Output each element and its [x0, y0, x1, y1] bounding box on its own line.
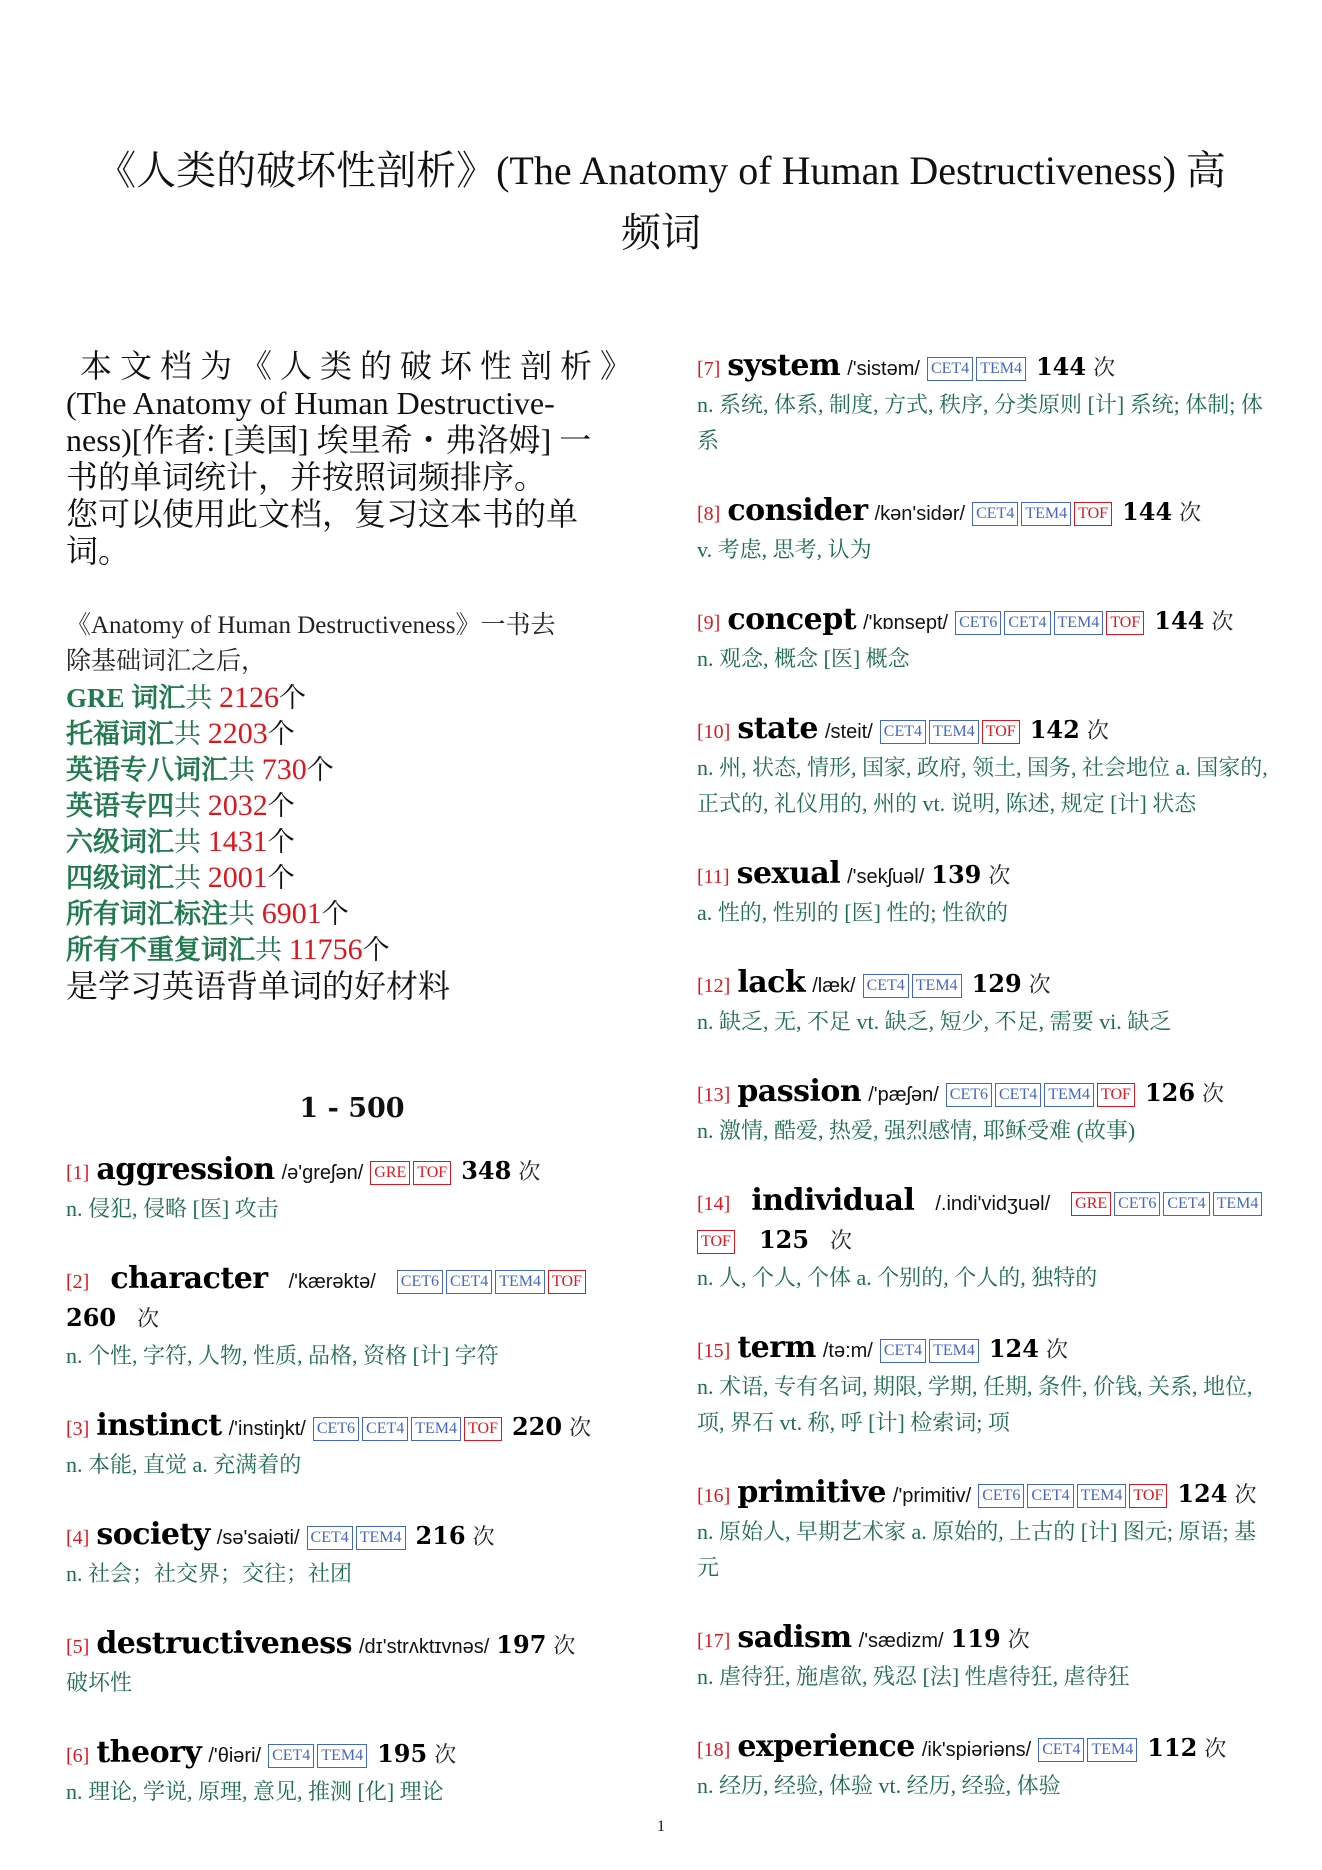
exam-tag-cet6: CET6: [397, 1270, 443, 1294]
summary-lead: 《Anatomy of Human Destructiveness》一书去: [66, 612, 556, 639]
entry-word: term: [737, 1330, 816, 1365]
stat-unit: 个: [279, 683, 307, 713]
intro-line: ness)[作者: [美国] 埃里希・弗洛姆] 一: [66, 422, 592, 458]
stat-unit: 个: [362, 935, 390, 965]
entry-index: [13]: [697, 1084, 731, 1106]
entry-index: [15]: [697, 1340, 731, 1362]
entry-head: [66, 1626, 638, 1665]
exam-tag-cet6: CET6: [313, 1417, 359, 1441]
exam-tag-gre: GRE: [1071, 1192, 1111, 1216]
entry-word: sexual: [736, 856, 841, 891]
entry-index: [9]: [697, 612, 721, 634]
entry-definition: n. 观念, 概念 [医] 概念: [697, 646, 910, 671]
exam-tag-tof: TOF: [1129, 1484, 1167, 1508]
entry-word: lack: [737, 965, 806, 1000]
exam-tag-tem4: TEM4: [912, 974, 962, 998]
exam-tag-tem4: TEM4: [929, 1339, 979, 1363]
stat-unit: 个: [267, 719, 295, 749]
entry-index: [11]: [697, 866, 730, 888]
entry-head: [66, 1517, 638, 1556]
entry-word: sadism: [737, 1620, 852, 1655]
entry-phonetic: /'kærəktə/: [288, 1271, 376, 1293]
stat-list: [66, 680, 638, 968]
entry-count: 197: [496, 1630, 547, 1659]
exam-tag-tem4: TEM4: [1044, 1083, 1094, 1107]
entry-phonetic: /kən'sidər/: [874, 503, 966, 525]
page-title: [40, 140, 1282, 264]
stat-label: 六级词汇: [66, 827, 174, 857]
entry-count: 124: [1177, 1479, 1228, 1508]
exam-tag-tem4: TEM4: [495, 1270, 545, 1294]
stat-gong: 共: [174, 827, 201, 857]
exam-tag-cet4: CET4: [880, 720, 926, 744]
entry-definition: n. 州, 状态, 情形, 国家, 政府, 领土, 国务, 社会地位 a. 国家的, 正式的, 礼仪用的, 州的 vt. 说明, 陈述, 规定 [计] 状态: [697, 755, 1268, 816]
stat-row: [66, 860, 638, 896]
entry-count-unit: 次: [1202, 1082, 1225, 1107]
intro-line: (The Anatomy of Human Destructive-: [66, 385, 555, 421]
entry-phonetic: /'sistəm/: [847, 358, 920, 380]
entry-phonetic: /læk/: [812, 975, 856, 997]
entry-count-unit: 次: [1086, 719, 1109, 744]
entry-phonetic: /'pæʃən/: [868, 1084, 939, 1106]
entry-count-unit: 次: [1179, 501, 1202, 526]
entry-phonetic: /.indi'vidʒuəl/: [935, 1193, 1051, 1215]
entry-word: primitive: [737, 1475, 886, 1510]
entry-count: 129: [971, 969, 1022, 998]
entry-index: [6]: [66, 1745, 90, 1767]
entry-index: [3]: [66, 1418, 90, 1440]
entry-index: [7]: [697, 358, 721, 380]
entry-definition: n. 经历, 经验, 体验 vt. 经历, 经验, 体验: [697, 1773, 1061, 1798]
exam-tag-tof: TOF: [1097, 1083, 1135, 1107]
intro-line: 词。: [66, 533, 131, 569]
entry-phonetic: /'sekʃuəl/: [847, 866, 925, 888]
exam-tag-tem4: TEM4: [317, 1744, 367, 1768]
word-entry: [697, 965, 1269, 1040]
intro-paragraph: [66, 348, 641, 570]
exam-tag-cet4: CET4: [1163, 1192, 1209, 1216]
exam-tag-tem4: TEM4: [1054, 611, 1104, 635]
entry-definition: 破坏性: [66, 1670, 133, 1695]
exam-tag-cet6: CET6: [955, 611, 1001, 635]
exam-tag-tof: TOF: [982, 720, 1020, 744]
entry-count: 144: [1035, 352, 1087, 381]
exam-tag-tem4: TEM4: [976, 357, 1026, 381]
entry-word: experience: [737, 1729, 915, 1764]
entry-head: [66, 1261, 638, 1338]
entry-count-unit: 次: [988, 864, 1011, 889]
word-entry: [697, 1475, 1269, 1586]
intro-line: 您可以使用此文档，复习这本书的单: [66, 496, 579, 532]
entry-list-left: [66, 1152, 638, 1810]
entry-word: passion: [737, 1074, 862, 1109]
left-column: [66, 348, 641, 1844]
entry-word: theory: [96, 1735, 202, 1770]
exam-tag-cet6: CET6: [946, 1083, 992, 1107]
entry-phonetic: /dɪ'strʌktɪvnəs/: [358, 1636, 490, 1658]
entry-definition: n. 个性, 字符, 人物, 性质, 品格, 资格 [计] 字符: [66, 1343, 499, 1368]
entry-index: [12]: [697, 975, 731, 997]
entry-head: [697, 1183, 1269, 1260]
word-entry: [697, 1729, 1269, 1804]
stat-row: [66, 680, 638, 716]
exam-tag-tof: TOF: [548, 1270, 586, 1294]
entry-word: society: [96, 1517, 210, 1552]
exam-tag-tof: TOF: [697, 1230, 735, 1254]
exam-tag-cet4: CET4: [362, 1417, 408, 1441]
entry-head: [697, 1330, 1269, 1369]
entry-count: 348: [461, 1156, 512, 1185]
entry-count: 124: [988, 1334, 1039, 1363]
word-entry: [697, 602, 1269, 677]
entry-index: [2]: [66, 1271, 90, 1293]
stat-unit: 个: [306, 755, 334, 785]
entry-count-unit: 次: [830, 1229, 853, 1254]
entry-index: [8]: [697, 503, 721, 525]
entry-count-unit: 次: [569, 1416, 592, 1441]
exam-tag-cet6: CET6: [978, 1484, 1024, 1508]
word-entry: [66, 1735, 638, 1810]
exam-tag-cet4: CET4: [927, 357, 973, 381]
entry-definition: a. 性的, 性别的 [医] 性的; 性欲的: [697, 900, 1009, 925]
entry-word: state: [737, 711, 818, 746]
stat-row: [66, 752, 638, 788]
word-entry: [697, 1183, 1269, 1296]
entry-head: [66, 1152, 638, 1191]
exam-tag-cet4: CET4: [863, 974, 909, 998]
entry-count-unit: 次: [472, 1525, 495, 1550]
entry-word: character: [110, 1261, 268, 1296]
exam-tag-cet4: CET4: [268, 1744, 314, 1768]
stat-value: 2032: [207, 789, 268, 822]
stat-label: 托福词汇: [66, 719, 174, 749]
word-entry: [697, 856, 1269, 931]
entry-definition: v. 考虑, 思考, 认为: [697, 537, 872, 562]
entry-head: [697, 348, 1269, 387]
entry-phonetic: /'kɒnsept/: [863, 612, 949, 634]
entry-definition: n. 理论, 学说, 原理, 意见, 推测 [化] 理论: [66, 1779, 444, 1804]
entry-definition: n. 侵犯, 侵略 [医] 攻击: [66, 1196, 279, 1221]
page-number: 1: [657, 1818, 665, 1835]
exam-tag-tem4: TEM4: [411, 1417, 461, 1441]
entry-head: [66, 1408, 638, 1447]
stat-row: [66, 824, 638, 860]
stat-gong: 共: [228, 899, 255, 929]
entry-index: [14]: [697, 1193, 731, 1215]
stat-label: 四级词汇: [66, 863, 174, 893]
entry-count: 139: [931, 860, 982, 889]
page-title-line-1: 《人类的破坏性剖析》(The Anatomy of Human Destructiveness) 高: [96, 148, 1226, 193]
exam-tag-cet6: CET6: [1114, 1192, 1160, 1216]
word-entry: [66, 1261, 638, 1374]
exam-tag-gre: GRE: [370, 1161, 410, 1185]
stat-label: 所有不重复词汇: [66, 935, 255, 965]
entry-count: 220: [511, 1412, 563, 1441]
entry-word: consider: [727, 493, 868, 528]
entry-phonetic: /'sædizm/: [858, 1630, 944, 1652]
entry-head: [697, 1620, 1269, 1659]
word-entry: [697, 348, 1269, 459]
entry-head: [697, 1729, 1269, 1768]
entry-list-right: [697, 348, 1269, 1804]
entry-head: [697, 493, 1269, 532]
entry-count: 144: [1122, 497, 1173, 526]
entry-count: 195: [377, 1739, 428, 1768]
entry-head: [697, 965, 1269, 1004]
word-entry: [697, 1074, 1269, 1149]
word-entry: [697, 493, 1269, 568]
entry-count: 112: [1147, 1733, 1198, 1762]
entry-count-unit: 次: [1093, 356, 1116, 381]
entry-phonetic: /'θiəri/: [208, 1745, 262, 1767]
exam-tag-cet4: CET4: [446, 1270, 492, 1294]
stat-row: [66, 716, 638, 752]
stat-unit: 个: [267, 791, 295, 821]
entry-head: [697, 711, 1269, 750]
entry-head: [697, 1475, 1269, 1514]
stat-label: GRE 词汇: [66, 683, 186, 713]
stat-value: 1431: [207, 825, 268, 858]
stat-gong: 共: [174, 791, 201, 821]
entry-phonetic: /sə'saiəti/: [216, 1527, 300, 1549]
page-title-line-2: 频词: [621, 210, 701, 255]
stat-row: [66, 932, 638, 968]
entry-word: aggression: [96, 1152, 275, 1187]
entry-word: system: [727, 348, 841, 383]
stat-label: 英语专八词汇: [66, 755, 228, 785]
entry-head: [697, 602, 1269, 641]
entry-count-unit: 次: [434, 1743, 457, 1768]
summary-closing: 是学习英语背单词的好材料: [66, 968, 451, 1004]
entry-count: 126: [1144, 1078, 1196, 1107]
entry-phonetic: /tə:m/: [822, 1340, 873, 1362]
stat-value: 2203: [207, 717, 268, 750]
stat-gong: 共: [185, 683, 213, 713]
exam-tag-tof: TOF: [1074, 502, 1112, 526]
stat-value: 6901: [261, 897, 322, 930]
entry-index: [1]: [66, 1162, 90, 1184]
entry-index: [4]: [66, 1527, 90, 1549]
entry-word: concept: [727, 602, 857, 637]
intro-line: 本文档为《人类的破坏性剖析》: [80, 348, 641, 384]
stat-gong: 共: [228, 755, 255, 785]
stat-unit: 个: [267, 863, 295, 893]
entry-phonetic: /'primitiv/: [892, 1485, 972, 1507]
entry-index: [10]: [697, 721, 731, 743]
entry-definition: n. 缺乏, 无, 不足 vt. 缺乏, 短少, 不足, 需要 vi. 缺乏: [697, 1009, 1172, 1034]
stat-gong: 共: [255, 935, 282, 965]
right-column: [697, 348, 1269, 1838]
entry-word: destructiveness: [96, 1626, 352, 1661]
entry-phonetic: /ə'greʃən/: [281, 1162, 364, 1184]
exam-tag-cet4: CET4: [1027, 1484, 1073, 1508]
exam-tag-tem4: TEM4: [356, 1526, 406, 1550]
exam-tag-cet4: CET4: [995, 1083, 1041, 1107]
exam-tag-tem4: TEM4: [1087, 1738, 1137, 1762]
entry-count-unit: 次: [137, 1307, 160, 1332]
entry-definition: n. 激情, 酷爱, 热爱, 强烈感情, 耶稣受难 (故事): [697, 1118, 1136, 1143]
exam-tag-tof: TOF: [413, 1161, 451, 1185]
entry-count-unit: 次: [1211, 610, 1234, 635]
entry-count-unit: 次: [1028, 973, 1051, 998]
entry-head: [66, 1735, 638, 1774]
word-entry: [697, 711, 1269, 822]
entry-count: 142: [1029, 715, 1080, 744]
stat-unit: 个: [321, 899, 349, 929]
entry-head: [697, 856, 1269, 895]
entry-definition: n. 原始人, 早期艺术家 a. 原始的, 上古的 [计] 图元; 原语; 基元: [697, 1519, 1257, 1580]
word-entry: [66, 1517, 638, 1592]
entry-definition: n. 虐待狂, 施虐欲, 残忍 [法] 性虐待狂, 虐待狂: [697, 1664, 1130, 1689]
entry-phonetic: /'instiŋkt/: [228, 1418, 306, 1440]
exam-tag-tof: TOF: [464, 1417, 502, 1441]
entry-head: [697, 1074, 1269, 1113]
range-heading: 1 - 500: [299, 1093, 405, 1124]
entry-count-unit: 次: [1045, 1338, 1068, 1363]
exam-tag-tof: TOF: [1106, 611, 1144, 635]
exam-tag-cet4: CET4: [880, 1339, 926, 1363]
stat-row: [66, 788, 638, 824]
entry-count-unit: 次: [1234, 1483, 1257, 1508]
entry-definition: n. 术语, 专有名词, 期限, 学期, 任期, 条件, 价钱, 关系, 地位, 项, 界石 vt. 称, 呼 [计] 检索词; 项: [697, 1374, 1253, 1435]
entry-phonetic: /steit/: [824, 721, 873, 743]
exam-tag-tem4: TEM4: [929, 720, 979, 744]
entry-count: 216: [415, 1521, 466, 1550]
stat-value: 730: [261, 753, 307, 786]
entry-phonetic: /ik'spiəriəns/: [921, 1739, 1032, 1761]
entry-definition: n. 社会；社交界；交往；社团: [66, 1561, 353, 1586]
entry-count-unit: 次: [1204, 1737, 1227, 1762]
word-entry: [66, 1626, 638, 1701]
entry-count-unit: 次: [553, 1634, 576, 1659]
entry-count: 260: [66, 1303, 117, 1332]
entry-count-unit: 次: [518, 1160, 541, 1185]
entry-index: [16]: [697, 1485, 731, 1507]
stat-unit: 个: [267, 827, 295, 857]
stat-label: 所有词汇标注: [66, 899, 228, 929]
stat-gong: 共: [174, 719, 201, 749]
stat-gong: 共: [174, 863, 201, 893]
stat-value: 2126: [219, 681, 280, 714]
entry-index: [17]: [697, 1630, 731, 1652]
entry-definition: n. 人, 个人, 个体 a. 个别的, 个人的, 独特的: [697, 1265, 1098, 1290]
exam-tag-cet4: CET4: [972, 502, 1018, 526]
word-entry: [697, 1330, 1269, 1441]
stat-row: [66, 896, 638, 932]
entry-count: 144: [1154, 606, 1205, 635]
exam-tag-tem4: TEM4: [1021, 502, 1071, 526]
stat-label: 英语专四: [66, 791, 174, 821]
entry-count-unit: 次: [1007, 1628, 1030, 1653]
entry-definition: n. 本能, 直觉 a. 充满着的: [66, 1452, 302, 1477]
exam-tag-tem4: TEM4: [1077, 1484, 1127, 1508]
vocabulary-summary: [66, 608, 638, 1005]
stat-value: 11756: [288, 933, 363, 966]
exam-tag-cet4: CET4: [1038, 1738, 1084, 1762]
entry-index: [5]: [66, 1636, 90, 1658]
exam-tag-tem4: TEM4: [1213, 1192, 1263, 1216]
exam-tag-cet4: CET4: [1004, 611, 1050, 635]
entry-index: [18]: [697, 1739, 731, 1761]
intro-line: 书的单词统计，并按照词频排序。: [66, 459, 547, 495]
entry-word: instinct: [96, 1408, 222, 1443]
entry-definition: n. 系统, 体系, 制度, 方式, 秩序, 分类原则 [计] 系统; 体制; 体系: [697, 392, 1263, 453]
stat-value: 2001: [207, 861, 268, 894]
summary-lead: 除基础词汇之后，: [66, 648, 267, 675]
word-entry: [66, 1152, 638, 1227]
exam-tag-cet4: CET4: [307, 1526, 353, 1550]
word-entry: [66, 1408, 638, 1483]
entry-word: individual: [751, 1183, 915, 1218]
word-entry: [697, 1620, 1269, 1695]
entry-count: 125: [758, 1225, 810, 1254]
entry-count: 119: [950, 1624, 1001, 1653]
